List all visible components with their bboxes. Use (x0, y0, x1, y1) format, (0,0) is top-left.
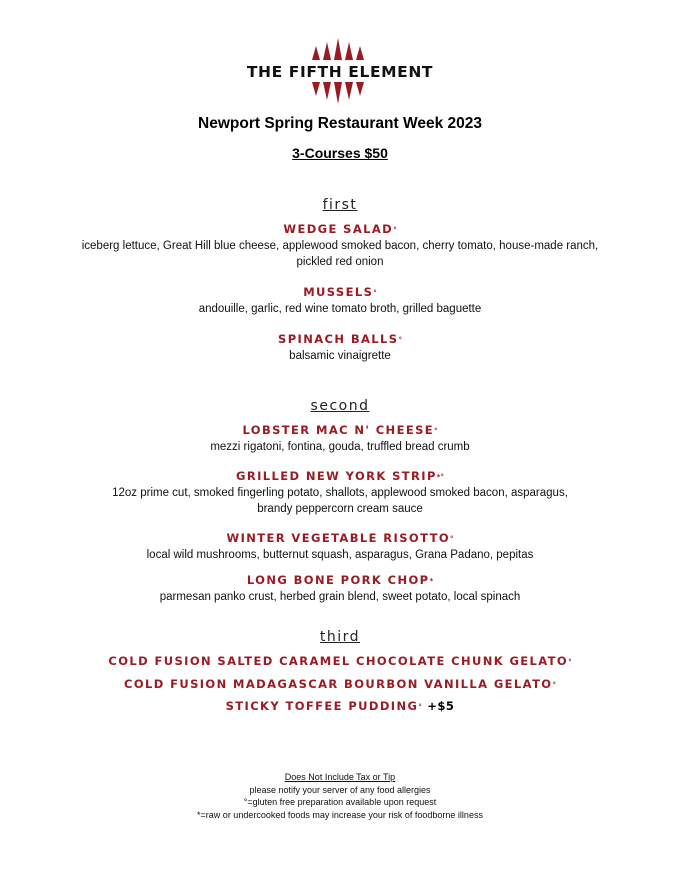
menu-item-ny-strip (40, 468, 640, 517)
item-mark: *° (436, 473, 444, 481)
item-name: STICKY TOFFEE PUDDING (225, 699, 419, 713)
item-mark: ° (398, 336, 402, 344)
menu-item-salted-caramel-gelato (40, 653, 640, 669)
menu-item-pork-chop (40, 572, 640, 605)
item-name: GRILLED NEW YORK STRIP (236, 469, 437, 483)
menu-item-wedge-salad (40, 221, 640, 270)
item-name: LONG BONE PORK CHOP (246, 573, 430, 587)
menu-item-vanilla-gelato (40, 676, 640, 692)
footer-gluten-free-note: °=gluten free preparation available upon request (243, 797, 437, 807)
item-name: COLD FUSION SALTED CARAMEL CHOCOLATE CHUNK GELATO (108, 654, 569, 668)
item-description: mezzi rigatoni, fontina, gouda, truffled bread crumb (210, 441, 470, 453)
item-mark: * (429, 577, 434, 585)
menu-item-spinach-balls (40, 331, 640, 364)
restaurant-logo (0, 38, 680, 104)
logo-graphic (240, 38, 440, 104)
item-description: 12oz prime cut, smoked fingerling potato, shallots, applewood smoked bacon, asparagus, (112, 487, 568, 499)
price-subtitle: 3-Courses $50 (292, 145, 388, 161)
item-name: MUSSELS (303, 285, 374, 299)
menu-footer (0, 771, 680, 821)
item-mark: ° (434, 427, 438, 435)
menu-item-risotto (40, 530, 640, 563)
item-mark: ° (450, 535, 454, 543)
item-name: WEDGE SALAD (283, 222, 394, 236)
item-mark: ° (418, 703, 422, 711)
section-heading-first: first (322, 197, 358, 213)
footer-allergy-note: please notify your server of any food allergies (249, 784, 431, 795)
item-mark: ° (552, 681, 556, 689)
item-description-cont: brandy peppercorn cream sauce (257, 503, 423, 515)
menu-item-mussels (40, 284, 640, 317)
item-mark: ° (373, 289, 377, 297)
menu-item-lobster-mac (40, 422, 640, 455)
footer-raw-food-note: *=raw or undercooked foods may increase your risk of foodborne illness (197, 809, 483, 820)
item-mark: ° (568, 658, 572, 666)
page-title: Newport Spring Restaurant Week 2023 (198, 115, 482, 132)
upcharge-price: +$5 (427, 699, 455, 713)
item-description: parmesan panko crust, herbed grain blend, sweet potato, local spinach (159, 591, 521, 603)
menu-item-sticky-toffee (40, 698, 640, 714)
item-description-cont: pickled red onion (296, 256, 384, 268)
item-description: andouille, garlic, red wine tomato broth, grilled baguette (198, 303, 482, 315)
item-description: balsamic vinaigrette (289, 350, 391, 362)
section-heading-third: third (319, 629, 361, 645)
item-name: WINTER VEGETABLE RISOTTO (226, 531, 451, 545)
item-name: SPINACH BALLS (278, 332, 399, 346)
item-name: COLD FUSION MADAGASCAR BOURBON VANILLA GELATO (123, 677, 553, 691)
item-description: local wild mushrooms, butternut squash, asparagus, Grana Padano, pepitas (146, 549, 534, 561)
section-heading-second: second (310, 398, 370, 414)
item-name: LOBSTER MAC N' CHEESE (242, 423, 435, 437)
footer-tax-note: Does Not Include Tax or Tip (284, 772, 396, 782)
item-mark: ° (393, 226, 397, 234)
logo-text: THE FIFTH ELEMENT (246, 63, 434, 81)
item-description: iceberg lettuce, Great Hill blue cheese, applewood smoked bacon, cherry tomato, house-made ranch, (81, 240, 599, 252)
